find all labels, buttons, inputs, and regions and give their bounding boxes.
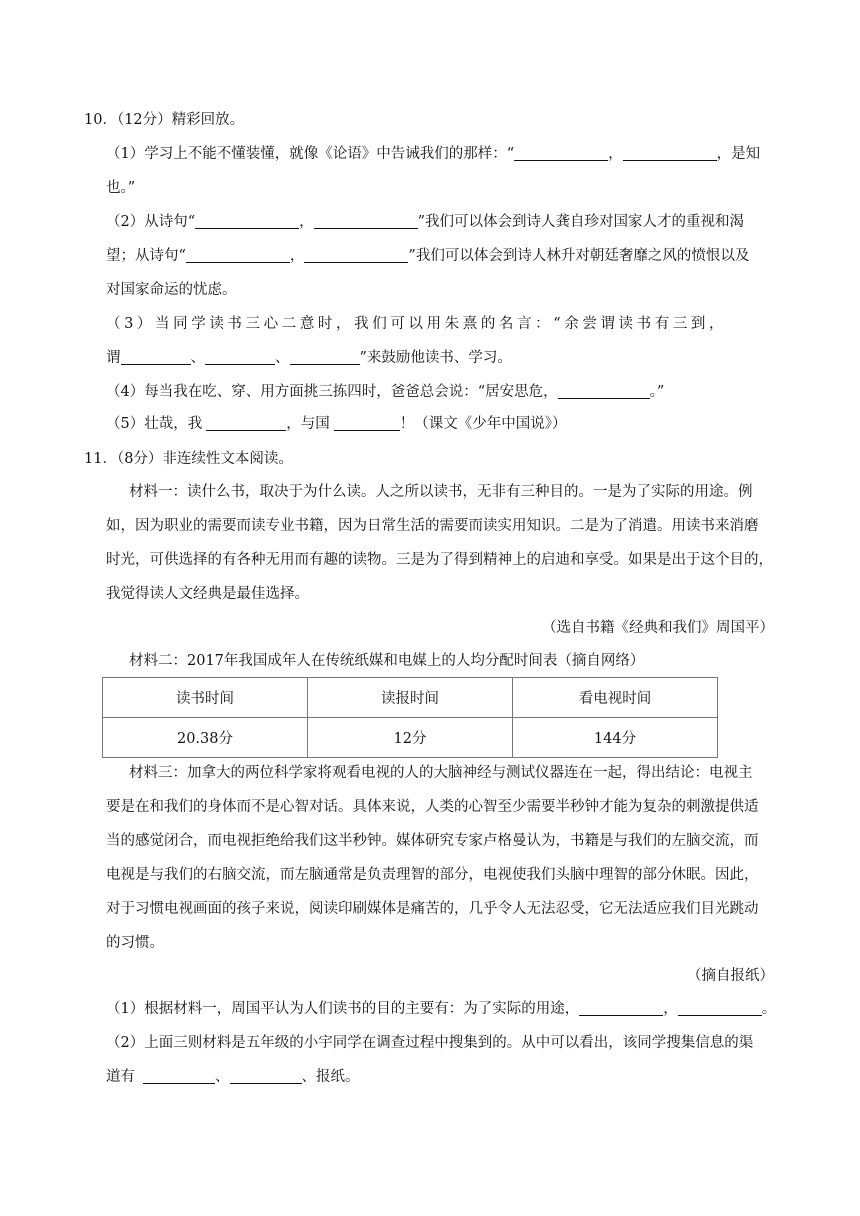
material3-line: 对于习惯电视画面的孩子来说，阅读印刷媒体是痛苦的，几乎令人无法忍受，它无法适应我们目光跳动 [106, 901, 759, 917]
q10-s4: （4）每当我在吃、穿、用方面挑三拣四时，爸爸总会说：“居安思危， 。” [106, 384, 665, 400]
q10-s3-line1: （3）当同学读书三心二意时，我们可以用朱熹的名言：“余尝谓读书有三到， [106, 316, 728, 332]
material3-line: 要是在和我们的身体而不是心智对话。具体来说，人类的心智至少需要半秒钟才能为复杂的刺激提供适 [106, 799, 759, 815]
answer-blank[interactable] [558, 383, 650, 399]
material3-line: 材料三：加拿大的两位科学家将观看电视的人的大脑神经与测试仪器连在一起，得出结论：电视主 [129, 765, 753, 781]
material1-source: （选自书籍《经典和我们》周国平） [542, 620, 774, 636]
material1-line: 时光，可供选择的有各种无用而有趣的读物。三是为了得到精神上的启迪和享受。如果是出于这个目的， [106, 552, 773, 568]
q10-s1-line1: （1）学习上不能不懂装懂，就像《论语》中告诫我们的那样：“ ， ，是知 [106, 146, 761, 162]
answer-blank[interactable] [678, 1000, 762, 1016]
q11-sq1: （1）根据材料一，周国平认为人们读书的目的主要有：为了实际的用途， ， 。 [106, 1001, 777, 1017]
material1-line: 如，因为职业的需要而读专业书籍，因为日常生活的需要而读实用知识。二是为了消遣。用读书来消磨 [106, 518, 759, 534]
answer-blank[interactable] [230, 1068, 302, 1084]
answer-blank[interactable] [186, 247, 290, 263]
time-allocation-table [102, 677, 718, 758]
answer-blank[interactable] [121, 349, 191, 365]
answer-blank[interactable] [205, 349, 275, 365]
table-header-cell: 看电视时间 [513, 678, 718, 718]
q10-s2-line1: （2）从诗句“ ， ”我们可以体会到诗人龚自珍对国家人才的重视和渴 [106, 214, 745, 230]
q10-s3-line2: 谓 、 、 ”来鼓励他读书、学习。 [106, 350, 512, 366]
table-row [103, 718, 718, 758]
q11-header: 11．（8分）非连续性文本阅读。 [84, 451, 293, 467]
answer-blank[interactable] [314, 213, 418, 229]
answer-blank[interactable] [143, 1068, 215, 1084]
answer-blank[interactable] [334, 415, 400, 431]
q10-s2-line2: 望；从诗句“ ， ”我们可以体会到诗人林升对朝廷奢靡之风的愤恨以及 [106, 248, 750, 264]
table-header-cell: 读报时间 [308, 678, 513, 718]
table-cell: 12分 [308, 718, 513, 758]
material3-line: 的习惯。 [106, 935, 164, 951]
table-cell: 144分 [513, 718, 718, 758]
table-cell: 20.38分 [103, 718, 308, 758]
table-header-cell: 读书时间 [103, 678, 308, 718]
material3-line: 当的感觉闭合，而电视拒绝给我们这半秒钟。媒体研究专家卢格曼认为，书籍是与我们的左脑交流，而 [106, 833, 759, 849]
answer-blank[interactable] [290, 349, 360, 365]
answer-blank[interactable] [579, 1000, 663, 1016]
answer-blank[interactable] [206, 415, 286, 431]
q10-s5: （5）壮哉，我 ，与国 ！（课文《少年中国说》） [106, 416, 567, 432]
q10-s2-line3: 对国家命运的忧虑。 [106, 282, 237, 298]
answer-blank[interactable] [304, 247, 408, 263]
material1-line: 材料一：读什么书，取决于为什么读。人之所以读书，无非有三种目的。一是为了实际的用途。例 [129, 484, 753, 500]
material3-source: （摘自报纸） [687, 968, 774, 984]
answer-blank[interactable] [195, 213, 299, 229]
q11-sq2-line1: （2）上面三则材料是五年级的小宇同学在调查过程中搜集到的。从中可以看出，该同学搜集信息的渠 [106, 1035, 754, 1051]
material2-title: 材料二：2017年我国成年人在传统纸媒和电媒上的人均分配时间表（摘自网络） [129, 653, 645, 669]
material3-line: 电视是与我们的右脑交流，而左脑通常是负责理智的部分，电视使我们头脑中理智的部分休眠。因此， [106, 867, 759, 883]
material1-line: 我觉得读人文经典是最佳选择。 [106, 586, 309, 602]
q10-s1-line2: 也。” [106, 180, 136, 196]
q11-sq2-line2: 道有 、 、报纸。 [106, 1069, 360, 1085]
table-header-row [103, 678, 718, 718]
answer-blank[interactable] [514, 145, 608, 161]
answer-blank[interactable] [623, 145, 717, 161]
q10-header: 10．（12分）精彩回放。 [84, 112, 245, 128]
